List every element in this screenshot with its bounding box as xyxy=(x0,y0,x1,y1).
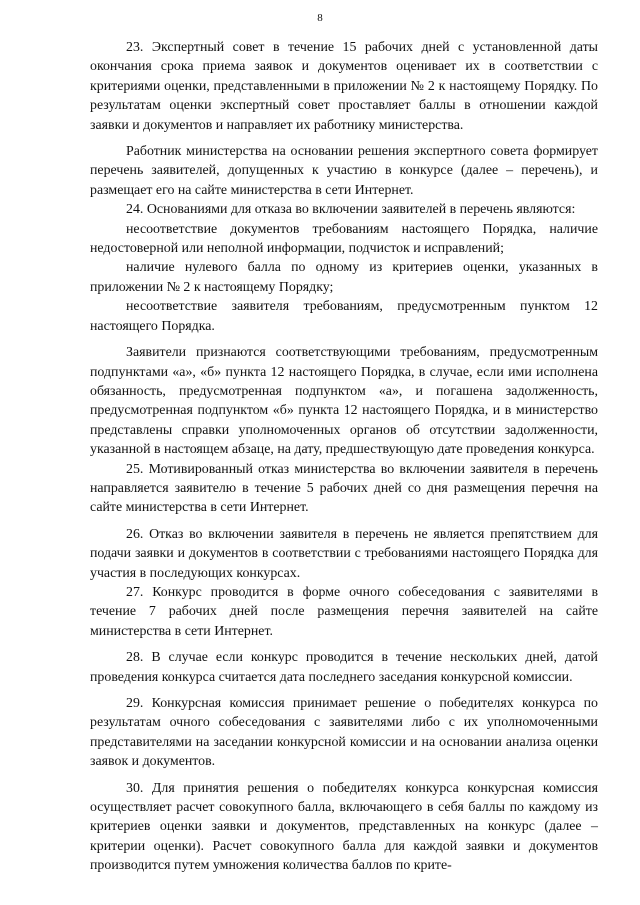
paragraph-30: 30. Для принятия решения о победителях конкурса конкурсная комиссия осуществляет расчет совокупного балла, включающего в себя баллы по каждому из критериев оценки заявки и документов, представленных на конкурс (далее – критерии оценки). Расчет совокупного балла для каждой заявки и документов производится путем умножения количества баллов по крите- xyxy=(90,780,598,874)
paragraph-24-item-1: несоответствие документов требованиям настоящего Порядка, наличие недостоверной или неполной информации, подчисток и исправлений; xyxy=(90,221,598,257)
page-number: 8 xyxy=(317,12,323,24)
paragraph-23: 23. Экспертный совет в течение 15 рабочих дней с установленной даты окончания срока приема заявок и документов оценивает их в соответствии с критериями оценки, представленными в приложении № 2 к настоящему Порядку. По результатам оценки экспертный совет проставляет баллы в отношении каждой заявки и документов и направляет их работнику министерства. xyxy=(90,40,598,133)
paragraph-28: 28. В случае если конкурс проводится в течение нескольких дней, датой проведения конкурса считается дата последнего заседания конкурсной комиссии. xyxy=(90,650,598,685)
paragraph-27: 27. Конкурс проводится в форме очного собеседования с заявителями в течение 7 рабочих дней после размещения перечня заявителей на сайте министерства в сети Интернет. xyxy=(90,584,598,639)
paragraph-25: 25. Мотивированный отказ министерства во включении заявителя в перечень направляется заявителю в течение 5 рабочих дней со дня размещения перечня на сайте министерства в сети Интернет. xyxy=(90,461,598,516)
paragraph-24: 24. Основаниями для отказа во включении заявителей в перечень являются: xyxy=(126,202,576,218)
paragraph-29: 29. Конкурсная комиссия принимает решение о победителях конкурса по результатам очного собеседования с заявителями либо с их уполномоченными представителями на заседании конкурсной комиссии и на основании анализа оценки заявок и документов. xyxy=(90,696,598,770)
paragraph-24-note: Заявители признаются соответствующими требованиям, предусмотренным подпунктами «а», «б» пункта 12 настоящего Порядка, в случае, если ими исполнена обязанность, предусмотренная подпунктом «а», и погашена задолженность, предусмотренная подпунктом «б» пункта 12 настоящего Порядка, и в министерство представлены справки уполномоченных органов об отсутствии задолженности, указанной в настоящем абзаце, на дату, предшествующую дате проведения конкурса. xyxy=(90,345,598,458)
paragraph-23-continued: Работник министерства на основании решения экспертного совета формирует перечень заявителей, допущенных к участию в конкурсе (далее – перечень), и размещает его на сайте министерства в сети Интернет. xyxy=(90,144,598,198)
document-body xyxy=(90,38,598,876)
paragraph-24-item-2: наличие нулевого балла по одному из критериев оценки, указанных в приложении № 2 к настоящему Порядку; xyxy=(90,260,598,295)
paragraph-26: 26. Отказ во включении заявителя в перечень не является препятствием для подачи заявки и документов в соответствии с требованиями настоящего Порядка для участия в последующих конкурсах. xyxy=(90,526,598,581)
paragraph-24-item-3: несоответствие заявителя требованиям, предусмотренным пунктом 12 настоящего Порядка. xyxy=(90,299,598,334)
